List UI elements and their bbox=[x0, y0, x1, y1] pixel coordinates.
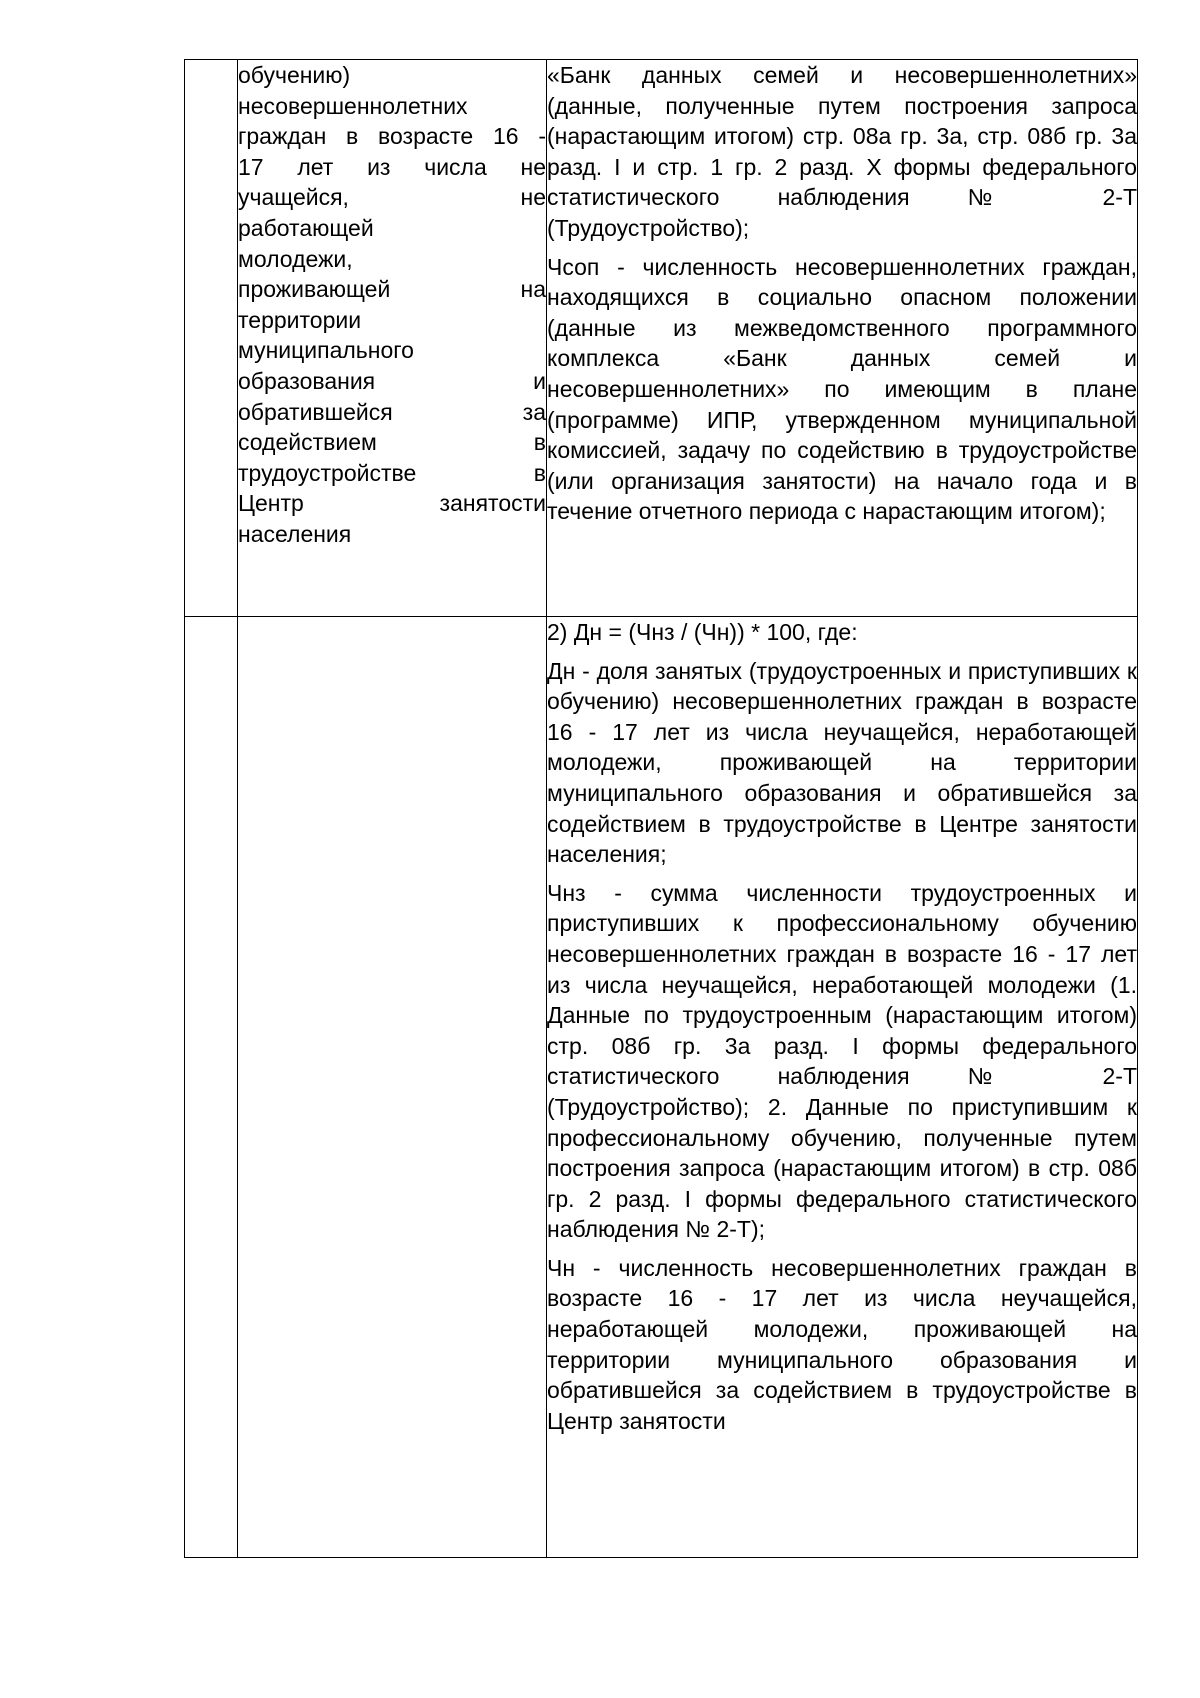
formula-paragraph: Чсоп - численность несовершеннолетних граждан, находящихся в социально опасном положении (данные из межведомственного программного комплекса «Банк данных семей и несовершеннолетних» по имеющим в плане (программе) ИПР, утвержденном муниципальной комиссией, задачу по содействию в трудоустройстве (или организация занятости) на начало года и в течение отчетного периода с нарастающим итогом); bbox=[547, 253, 1137, 525]
text-line: территории bbox=[238, 306, 362, 333]
text-line: обратившейся за bbox=[238, 398, 546, 425]
table-cell-indicator-name bbox=[238, 617, 547, 1558]
text-line: граждан в возрасте 16 - bbox=[238, 123, 546, 150]
text-line: обучению) bbox=[238, 62, 351, 88]
text-line: содействием в bbox=[238, 429, 546, 456]
table-cell-formula bbox=[547, 617, 1138, 1558]
formula-paragraph: «Банк данных семей и несовершеннолетних» (данные, полученные путем построения запроса (нарастающим итогом) стр. 08а гр. 3а, стр. 08б гр. 3а разд. I и стр. 1 гр. 2 разд. X формы федерального статистического наблюдения № 2-Т (Трудоустройство); bbox=[547, 62, 1137, 241]
text-line: молодежи, bbox=[238, 245, 353, 272]
table-cell-number bbox=[185, 617, 238, 1558]
text-line: работающей bbox=[238, 214, 374, 241]
table-row bbox=[185, 617, 1138, 1558]
text-line: учащейся, не bbox=[238, 184, 546, 211]
text-line: Центр занятости bbox=[238, 490, 546, 517]
table-cell-number bbox=[185, 60, 238, 617]
table-row bbox=[185, 60, 1138, 617]
text-line: 17 лет из числа не bbox=[238, 153, 546, 180]
table-cell-formula bbox=[547, 60, 1138, 617]
table-cell-indicator-name bbox=[238, 60, 547, 617]
text-line: трудоустройстве в bbox=[238, 459, 546, 486]
text-line: населения bbox=[238, 520, 352, 547]
formula-paragraph: Чн - численность несовершеннолетних граждан в возрасте 16 - 17 лет из числа неучащейся, неработающей молодежи, проживающей на территории муниципального образования и обратившейся за содействием в трудоустройстве в Центр занятости bbox=[547, 1254, 1137, 1434]
formula-heading: 2) Дн = (Чнз / (Чн)) * 100, где: bbox=[547, 619, 858, 645]
text-line: муниципального bbox=[238, 337, 414, 364]
indicator-table bbox=[184, 59, 1138, 1558]
text-line: несовершеннолетних bbox=[238, 92, 468, 119]
text-line: проживающей на bbox=[238, 276, 546, 303]
formula-paragraph: Чнз - сумма численности трудоустроенных и приступивших к профессиональному обучению несовершеннолетних граждан в возрасте 16 - 17 лет из числа неучащейся, неработающей молодежи (1. Данные по трудоустроенным (нарастающим итогом) стр. 08б гр. 3а разд. I формы федерального статистического наблюдения № 2-Т (Трудоустройство); 2. Данные по приступившим к профессиональному обучению, полученные путем построения запроса (нарастающим итогом) в стр. 08б гр. 2 разд. I формы федерального статистического наблюдения № 2-Т); bbox=[547, 879, 1137, 1243]
text-line: образования и bbox=[238, 367, 546, 394]
indicator-name-text bbox=[238, 60, 546, 550]
formula-paragraph: Дн - доля занятых (трудоустроенных и приступивших к обучению) несовершеннолетних граждан в возрасте 16 - 17 лет из числа неучащейся, неработающей молодежи, проживающей на территории муниципального образования и обратившейся за содействием в трудоустройстве в Центре занятости населения; bbox=[547, 657, 1137, 868]
